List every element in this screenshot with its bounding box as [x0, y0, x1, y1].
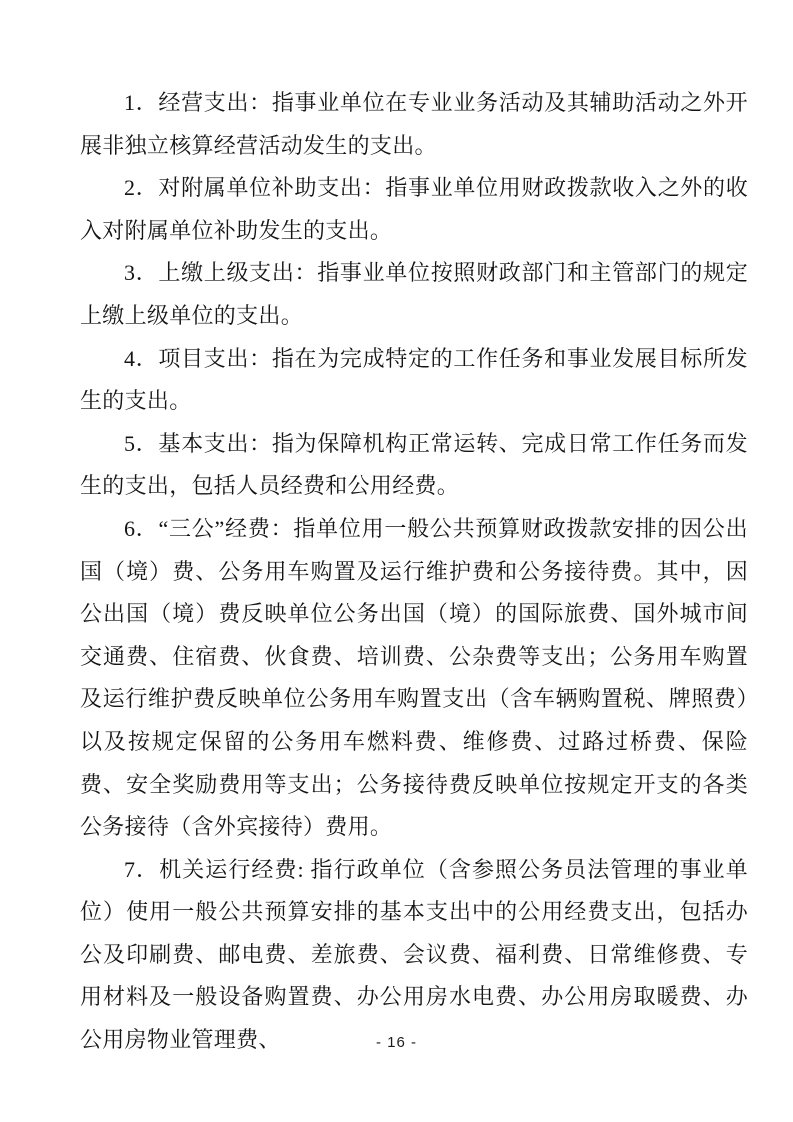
term-label: 7．机关运行经费: [124, 856, 311, 882]
term-label: 6．“三公”经费： [124, 515, 294, 541]
term-label: 4．项目支出： [124, 345, 272, 371]
definition-paragraph [80, 423, 748, 508]
term-definition: 指在为完成特定的工作任务和事业发展目标所发生的支出。 [80, 345, 748, 414]
definition-paragraph [80, 508, 748, 849]
term-definition: 指事业单位用财政拨款收入之外的收入对附属单位补助发生的支出。 [80, 175, 748, 243]
definition-paragraph [80, 167, 748, 252]
definition-paragraph [80, 82, 748, 167]
term-label: 1．经营支出： [124, 90, 272, 115]
page-content [80, 82, 748, 1062]
term-definition: 指行政单位（含参照公务员法管理的事业单位）使用一般公共预算安排的基本支出中的公用经费支出，包括办公及印刷费、邮电费、差旅费、会议费、福利费、日常维修费、专用材料及一般设备购置费、办公用房水电费、办公用房取暖费、办公用房物业管理费、 [80, 856, 748, 1053]
term-label: 5．基本支出： [124, 430, 272, 456]
term-definition: 指单位用一般公共预算财政拨款安排的因公出国（境）费、公务用车购置及运行维护费和公务接待费。其中，因公出国（境）费反映单位公务出国（境）的国际旅费、国外城市间交通费、住宿费、伙食费、培训费、公杂费等支出；公务用车购置及运行维护费反映单位公务用车购置支出（含车辆购置税、牌照费）以及按规定保留的公务用车燃料费、维修费、过路过桥费、保险费、安全奖励费用等支出；公务接待费反映单位按规定开支的各类公务接待（含外宾接待）费用。 [80, 515, 748, 840]
page-number: - 16 - [375, 1034, 417, 1051]
term-definition: 指为保障机构正常运转、完成日常工作任务而发生的支出，包括人员经费和公用经费。 [80, 430, 748, 499]
definition-paragraph [80, 252, 748, 337]
term-label: 3．上缴上级支出： [124, 260, 318, 286]
term-label: 2．对附属单位补助支出： [124, 175, 386, 201]
definition-paragraph [80, 338, 748, 423]
term-definition: 指事业单位按照财政部门和主管部门的规定上缴上级单位的支出。 [80, 260, 748, 328]
definition-paragraph [80, 849, 748, 1062]
term-definition: 指事业单位在专业业务活动及其辅助活动之外开展非独立核算经营活动发生的支出。 [80, 90, 748, 158]
